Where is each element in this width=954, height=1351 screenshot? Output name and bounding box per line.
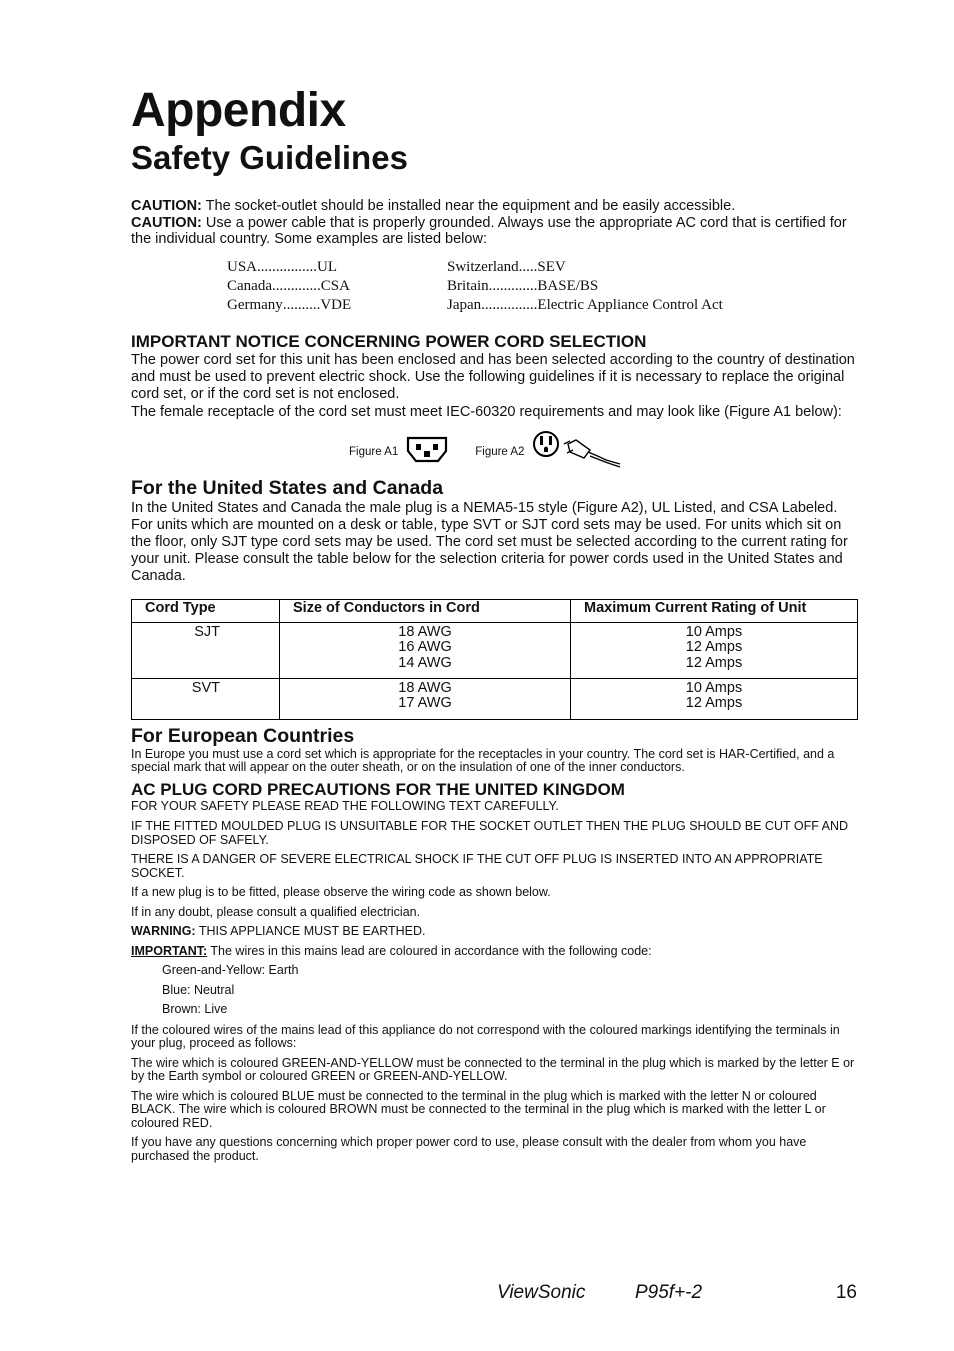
uk-paragraph: IF THE FITTED MOULDED PLUG IS UNSUITABLE FOR THE SOCKET OUTLET THEN THE PLUG SHOULD BE CUT OFF AND DISPOSED OF SAFELY. — [131, 819, 849, 847]
column-header: Cord Type — [132, 599, 280, 622]
dots: ................ — [257, 258, 318, 275]
current-rating-cell: 10 Amps 12 Amps — [571, 678, 858, 719]
iec-receptacle-icon — [406, 435, 448, 468]
us-canada-paragraph: In the United States and Canada the male plug is a NEMA5-15 style (Figure A2), UL Listed, and CSA Labeled. For units which are mounted on a desk or table, type SVT or SJT cord sets may be used. For units which sit on the floor, only SJT type cord sets may be used. The cord set must be selected according to the current rating for your unit. Please consult the table below for the selection criteria for power cords used in the United States and Canada. — [131, 499, 848, 584]
figure-a2-label: Figure A2 — [475, 445, 525, 458]
document-page — [131, 84, 857, 1163]
column-header: Maximum Current Rating of Unit — [571, 599, 858, 622]
country: Canada — [227, 277, 272, 294]
agency: UL — [317, 258, 338, 275]
certification-row — [227, 258, 447, 277]
uk-paragraph: THERE IS A DANGER OF SEVERE ELECTRICAL SHOCK IF THE CUT OFF PLUG IS INSERTED INTO AN APPROPRIATE SOCKET. — [131, 852, 823, 880]
caution-text: The socket-outlet should be installed near the equipment and be easily accessible. — [201, 198, 736, 214]
caution-1 — [131, 198, 857, 215]
caution-text: Use a power cable that is properly grounded. Always use the appropriate AC cord that is certified for the individual country. Some examples are listed below: — [131, 214, 847, 247]
column-header: Size of Conductors in Cord — [280, 599, 571, 622]
europe-paragraph: In Europe you must use a cord set which is appropriate for the receptacles in your country. The cord set is HAR-Certified, and a special mark that will appear on the outer sheath, or on the insulation of one of the inner conductors. — [131, 746, 835, 774]
footer-brand: ViewSonic — [497, 1282, 586, 1303]
table-row — [132, 678, 858, 719]
caution-2 — [131, 215, 857, 248]
country: USA — [227, 258, 258, 275]
country: Britain — [447, 277, 489, 294]
dots: .......... — [282, 296, 321, 313]
certification-row — [447, 258, 767, 277]
notice-paragraph: The power cord set for this unit has been enclosed and has been selected according to the country of destination and must be used to prevent electric shock. Use the following guidelines if it is necessary to replace the original cord set, or if the cord set is not enclosed. — [131, 351, 855, 402]
country: Germany — [227, 296, 283, 313]
notice-heading: IMPORTANT NOTICE CONCERNING POWER CORD SELECTION — [131, 331, 647, 351]
page-footer — [497, 1282, 857, 1304]
cord-type-cell: SVT — [132, 678, 280, 719]
important-line — [131, 945, 857, 959]
certification-row — [447, 296, 767, 315]
agency: SEV — [537, 258, 566, 275]
caution-label: CAUTION: — [131, 198, 202, 214]
uk-paragraph: If you have any questions concerning which proper power cord to use, please consult with the dealer from whom you have purchased the product. — [131, 1135, 807, 1163]
conductor-size-cell: 18 AWG 17 AWG — [280, 678, 571, 719]
agency: BASE/BS — [537, 277, 599, 294]
certification-row — [227, 277, 447, 296]
important-label: IMPORTANT: — [131, 943, 208, 958]
figure-a1-label: Figure A1 — [349, 445, 399, 458]
wire-code-item: Green-and-Yellow: Earth — [162, 963, 299, 977]
dots: ..... — [518, 258, 538, 275]
table-header-row — [132, 599, 858, 622]
dots: ............. — [488, 277, 538, 294]
country: Switzerland — [447, 258, 519, 275]
uk-paragraph: If a new plug is to be fitted, please observe the wiring code as shown below. — [131, 885, 551, 899]
uk-paragraph: If the coloured wires of the mains lead of this appliance do not correspond with the coloured markings identifying the terminals in your plug, proceed as follows: — [131, 1022, 840, 1050]
page-number: 16 — [835, 1282, 857, 1303]
agency: VDE — [320, 296, 352, 313]
certification-row — [227, 296, 447, 315]
cord-selection-table — [131, 599, 858, 720]
uk-paragraph: If in any doubt, please consult a qualified electrician. — [131, 904, 421, 919]
warning-text: THIS APPLIANCE MUST BE EARTHED. — [195, 924, 426, 938]
footer-model: P95f+-2 — [635, 1282, 703, 1303]
cord-type-cell: SJT — [132, 622, 280, 678]
plug-figures — [349, 432, 857, 472]
europe-heading: For European Countries — [131, 724, 355, 747]
wire-code-item: Blue: Neutral — [162, 982, 235, 997]
uk-heading: AC PLUG CORD PRECAUTIONS FOR THE UNITED KINGDOM — [131, 779, 625, 799]
certification-row — [447, 277, 767, 296]
us-canada-heading: For the United States and Canada — [131, 476, 444, 499]
page-subtitle: Safety Guidelines — [131, 139, 408, 176]
agency: Electric Appliance Control Act — [537, 296, 723, 313]
page-title: Appendix — [131, 84, 346, 137]
warning-line — [131, 925, 857, 939]
certification-column-left — [227, 258, 447, 315]
conductor-size-cell: 18 AWG 16 AWG 14 AWG — [280, 622, 571, 678]
dots: ............... — [481, 296, 538, 313]
uk-paragraph: The wire which is coloured GREEN-AND-YELLOW must be connected to the terminal in the plug which is marked by the letter E or by the Earth symbol or coloured GREEN or GREEN-AND-YELLOW. — [131, 1055, 855, 1083]
country: Japan — [447, 296, 482, 313]
warning-label: WARNING: — [131, 924, 196, 938]
nema-plug-icon — [532, 430, 622, 473]
table-row — [132, 622, 858, 678]
uk-paragraph: FOR YOUR SAFETY PLEASE READ THE FOLLOWING TEXT CAREFULLY. — [131, 798, 559, 813]
caution-label: CAUTION: — [131, 214, 202, 231]
important-text: The wires in this mains lead are coloured in accordance with the following code: — [207, 943, 652, 958]
notice-paragraph: The female receptacle of the cord set must meet IEC-60320 requirements and may look like (Figure A1 below): — [131, 403, 842, 420]
agency: CSA — [320, 277, 350, 294]
certification-list — [227, 258, 857, 315]
current-rating-cell: 10 Amps 12 Amps 12 Amps — [571, 622, 858, 678]
dots: ............. — [271, 277, 321, 294]
certification-column-right — [447, 258, 767, 315]
uk-paragraph: The wire which is coloured BLUE must be connected to the terminal in the plug which is marked with the letter N or coloured BLACK. The wire which is coloured BROWN must be connected to the terminal in the plug which is marked with the letter L or coloured RED. — [131, 1088, 826, 1130]
wire-code-item: Brown: Live — [162, 1002, 228, 1016]
